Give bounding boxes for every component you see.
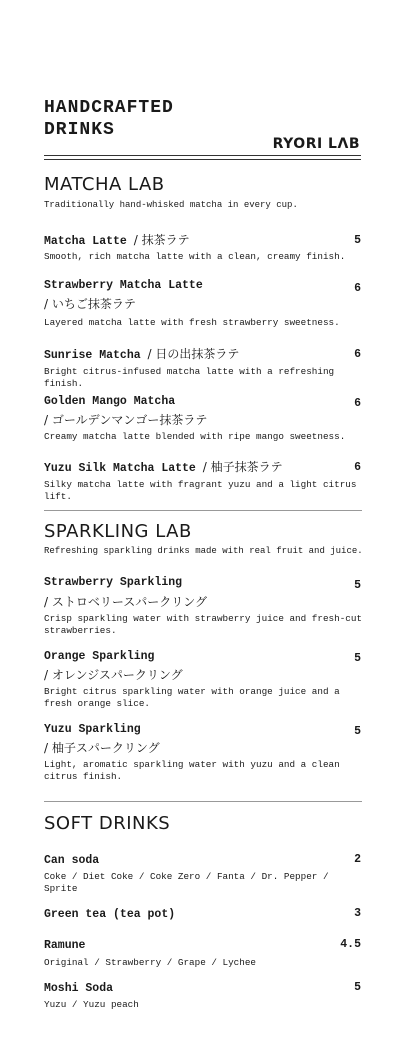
item-name-moshi-soda: Moshi Soda [44,982,114,995]
item-name-en: Sunrise Matcha [44,349,141,362]
section-divider [44,510,362,511]
section-title-sparkling: SPARKLING LAB [44,521,192,542]
item-name-can-soda: Can soda [44,854,100,867]
item-name-yuzu-silk-matcha-latte [44,459,283,477]
section-title-soft-drinks: SOFT DRINKS [44,813,171,834]
item-price: 6 [354,348,361,361]
item-price: 6 [354,397,361,410]
item-name-en: Matcha Latte [44,235,127,248]
item-desc: Crisp sparkling water with strawberry juice and fresh-cut strawberries. [44,613,363,636]
item-desc: Creamy matcha latte blended with ripe mango sweetness. [44,431,346,442]
item-name-matcha-latte [44,232,190,250]
item-name-en: Yuzu Silk Matcha Latte [44,462,196,475]
item-name-ramune: Ramune [44,939,86,952]
item-desc: Light, aromatic sparkling water with yuzu and a clean citrus finish. [44,759,340,782]
item-desc: Bright citrus-infused matcha latte with a refreshing finish. [44,366,335,389]
item-name-sunrise-matcha [44,346,239,364]
item-name-jp: / ゴールデンマンゴー抹茶ラテ [44,413,208,427]
item-name-green-tea: Green tea (tea pot) [44,908,176,921]
item-price: 5 [354,725,361,738]
item-desc: Smooth, rich matcha latte with a clean, creamy finish. [44,251,346,262]
item-name-jp: / 柚子抹茶ラテ [202,460,283,474]
item-desc: Layered matcha latte with fresh strawberry sweetness. [44,317,340,328]
item-name-jp: / いちご抹茶ラテ [44,297,136,311]
item-desc: Coke / Diet Coke / Coke Zero / Fanta / Dr. Pepper / Sprite [44,871,329,894]
item-name-strawberry-matcha-latte: Strawberry Matcha Latte [44,279,203,292]
item-price: 5 [354,981,361,994]
item-price: 3 [354,907,361,920]
item-price: 5 [354,234,361,247]
section-desc-matcha: Traditionally hand-whisked matcha in every cup. [44,200,298,210]
menu-title-line2: DRINKS [44,120,115,140]
item-price: 6 [354,461,361,474]
menu-title-line1: HANDCRAFTED [44,98,174,118]
item-name-jp: / 柚子スパークリング [44,741,160,755]
item-price: 5 [354,579,361,592]
item-price: 6 [354,282,361,295]
item-name-orange-sparkling: Orange Sparkling [44,650,155,663]
item-name-jp: / 日の出抹茶ラテ [147,347,240,361]
item-name-jp: / ストロベリースパークリング [44,595,208,609]
item-desc: Bright citrus sparkling water with orange juice and a fresh orange slice. [44,686,340,709]
section-desc-sparkling: Refreshing sparkling drinks made with real fruit and juice. [44,546,363,556]
item-name-yuzu-sparkling: Yuzu Sparkling [44,723,141,736]
header-rule-top [44,155,361,156]
item-desc: Yuzu / Yuzu peach [44,999,139,1010]
brand-logo: RYORI LΛB [272,136,360,152]
item-name-strawberry-sparkling: Strawberry Sparkling [44,576,183,589]
header-rule-bottom [44,159,361,160]
item-price: 5 [354,652,361,665]
section-title-matcha: MATCHA LAB [44,174,165,195]
item-desc: Original / Strawberry / Grape / Lychee [44,957,257,968]
item-price: 2 [354,853,361,866]
item-name-golden-mango-matcha: Golden Mango Matcha [44,395,176,408]
item-name-jp: / オレンジスパークリング [44,668,183,682]
menu-title [44,97,174,141]
item-desc: Silky matcha latte with fragrant yuzu and a light citrus lift. [44,479,357,502]
item-name-jp: / 抹茶ラテ [133,233,190,247]
section-divider [44,801,362,802]
item-price: 4.5 [340,938,361,951]
